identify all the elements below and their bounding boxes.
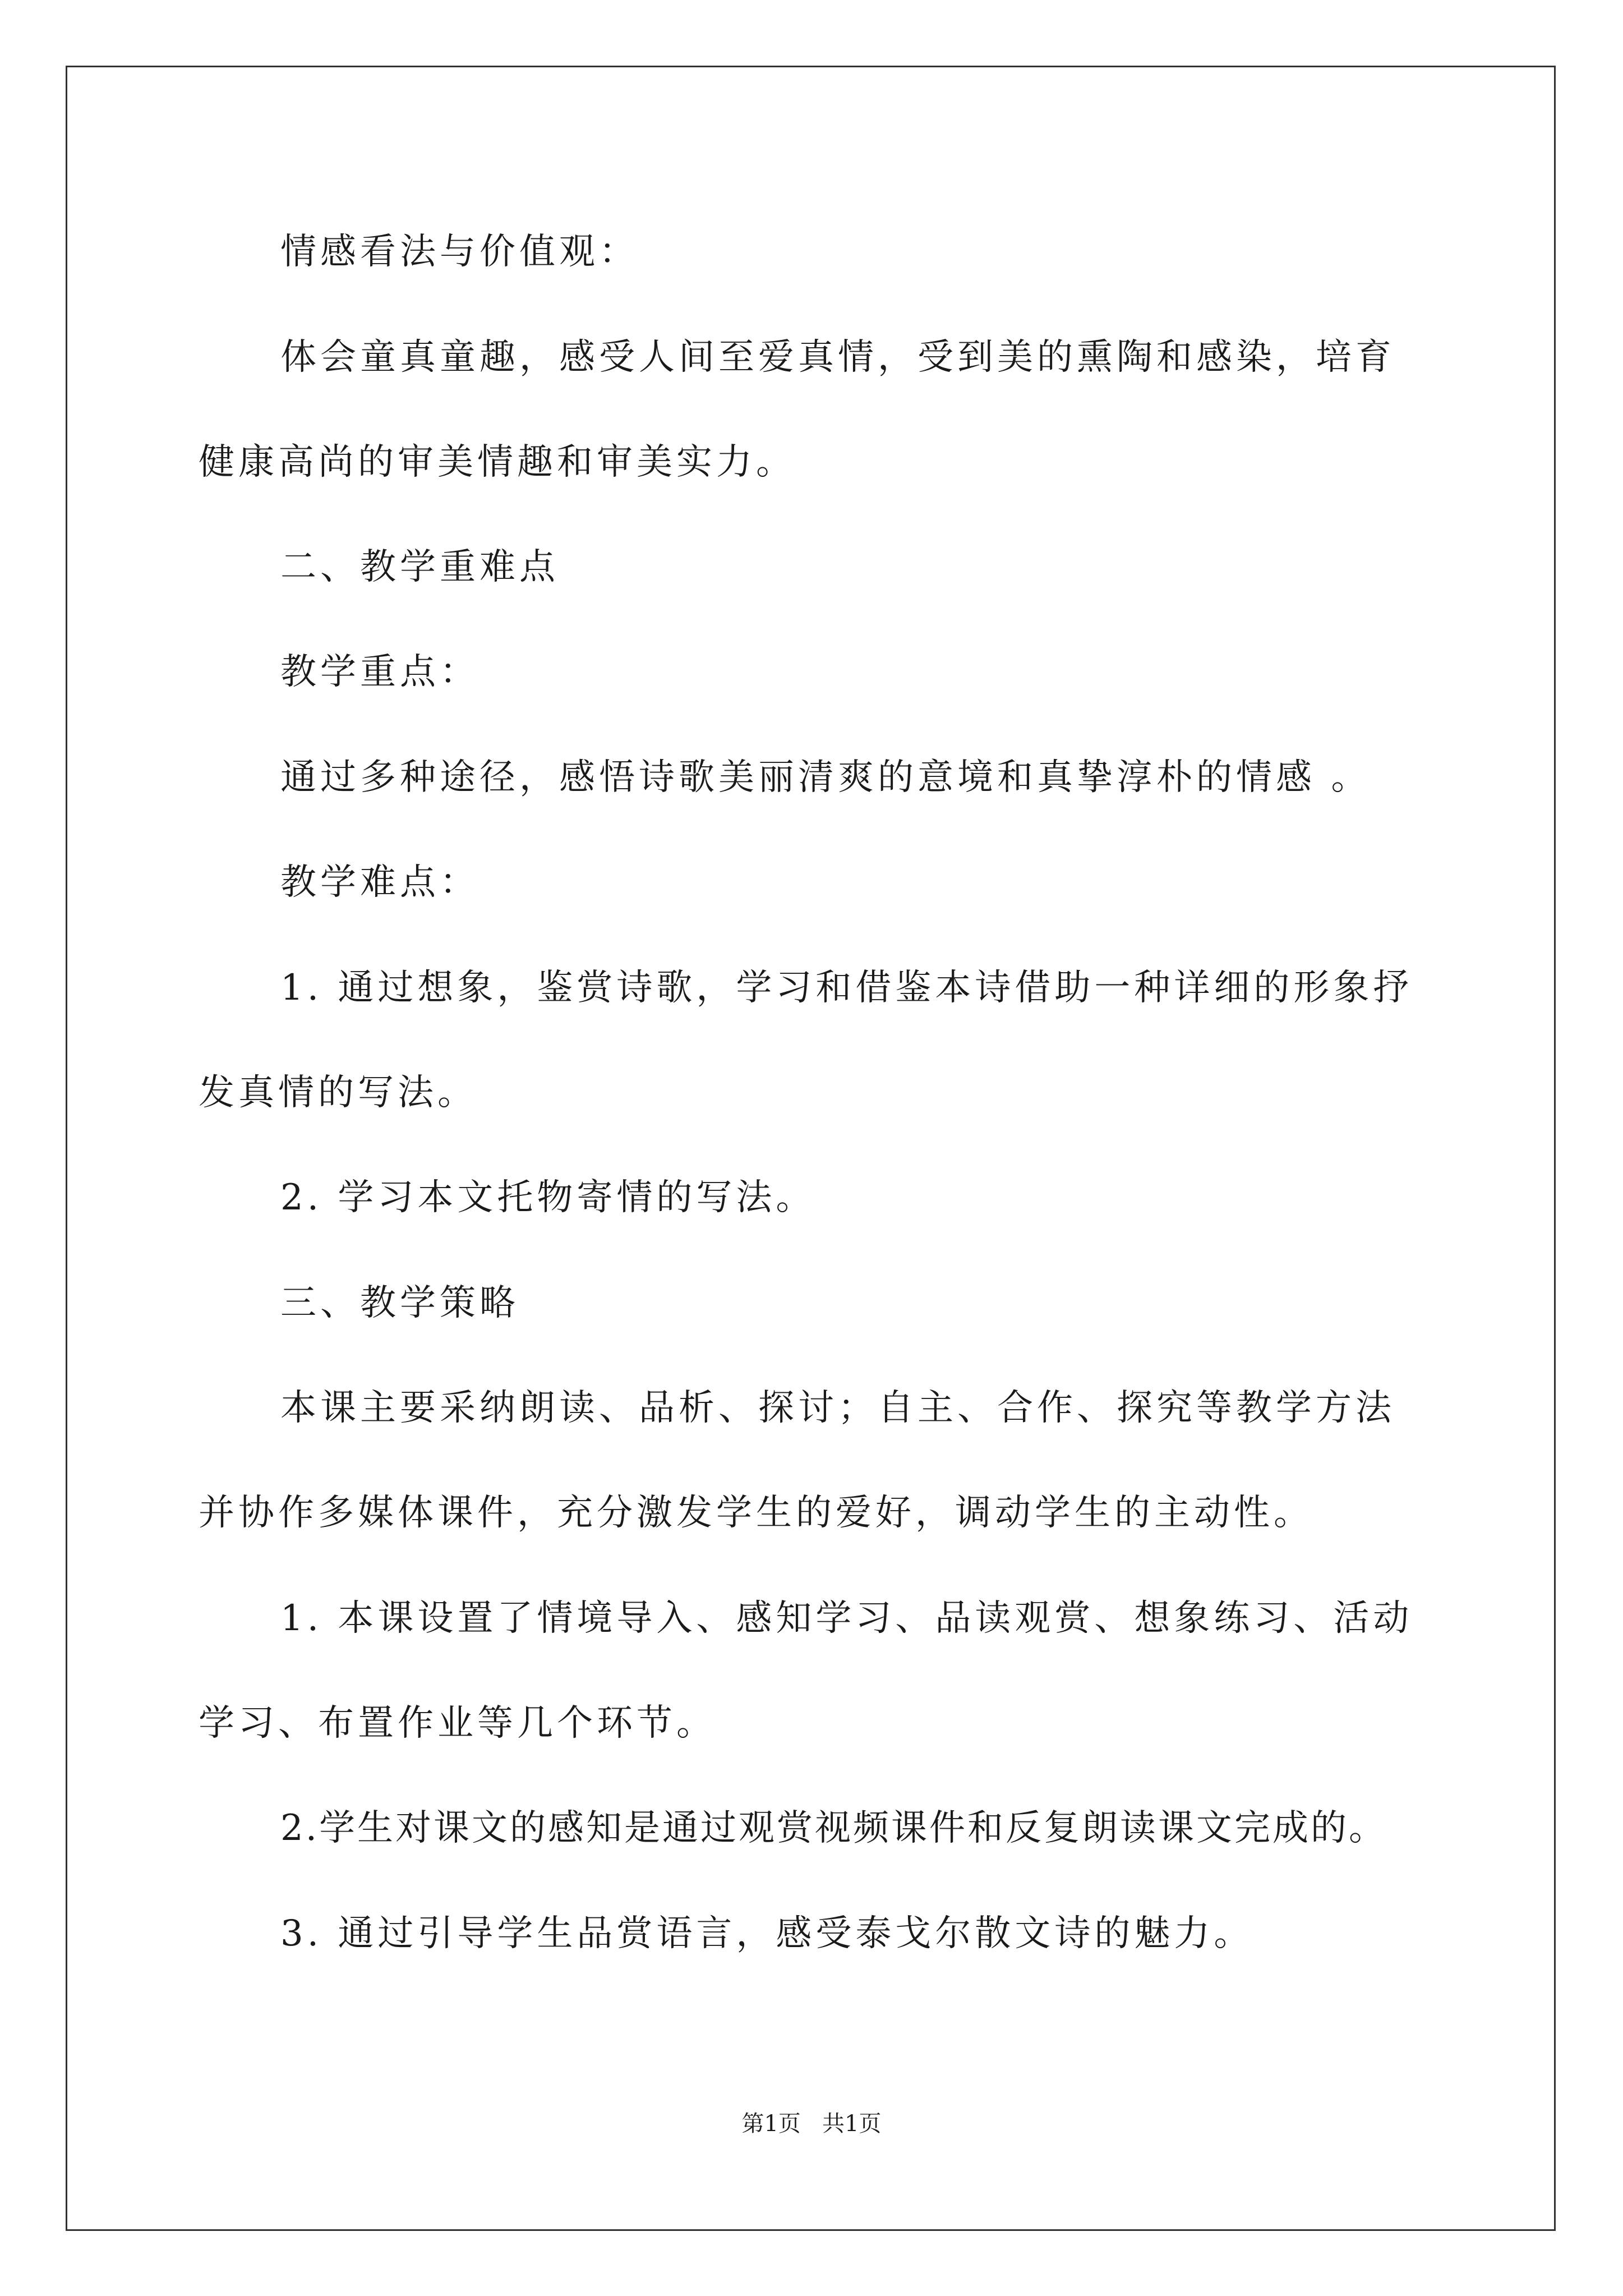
subheading: 教学难点： xyxy=(280,862,479,903)
list-item-continuation: 学习、布置作业等几个环节。 xyxy=(199,1703,716,1744)
paragraph-line: 健康高尚的审美情趣和审美实力。 xyxy=(199,441,796,483)
paragraph-line: 本课主要采纳朗读、品析、探讨；自主、合作、探究等教学方法 xyxy=(280,1387,1395,1429)
paragraph-line: 体会童真童趣，感受人间至爱真情，受到美的熏陶和感染，培育 xyxy=(280,337,1395,378)
list-item: 1. 通过想象，鉴赏诗歌，学习和借鉴本诗借助一种详细的形象抒 xyxy=(280,967,1413,1009)
list-item: 2.学生对课文的感知是通过观赏视频课件和反复朗读课文完成的。 xyxy=(280,1807,1387,1849)
list-item: 2. 学习本文托物寄情的写法。 xyxy=(280,1177,816,1218)
page-border xyxy=(66,66,1556,2231)
section-heading: 三、教学策略 xyxy=(280,1282,519,1324)
subheading: 教学重点： xyxy=(280,651,479,693)
list-item: 1. 本课设置了情境导入、感知学习、品读观赏、想象练习、活动 xyxy=(280,1598,1413,1639)
paragraph-line: 情感看法与价值观： xyxy=(280,231,639,273)
section-heading: 二、教学重难点 xyxy=(280,546,559,588)
list-item-continuation: 发真情的写法。 xyxy=(199,1072,477,1114)
paragraph-line: 并协作多媒体课件，充分激发学生的爱好，调动学生的主动性。 xyxy=(199,1492,1313,1534)
paragraph-line: 通过多种途径，感悟诗歌美丽清爽的意境和真挚淳朴的情感 。 xyxy=(280,757,1371,798)
list-item: 3. 通过引导学生品赏语言，感受泰戈尔散文诗的魅力。 xyxy=(280,1913,1254,1954)
page-number-footer: 第1页 共1页 xyxy=(741,2111,882,2137)
